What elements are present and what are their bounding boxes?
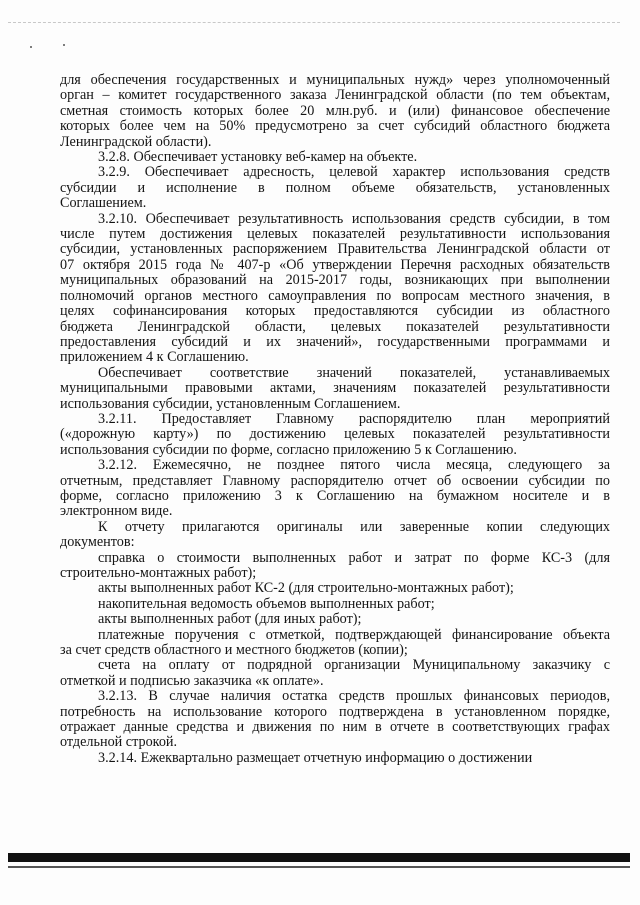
paragraph-line: потребность на использование которого подтверждена в установленном порядке,: [60, 703, 610, 720]
paragraph-line: использования субсидии по форме, согласно приложению 5 к Соглашению.: [60, 441, 517, 458]
paragraph-line: К отчету прилагаются оригиналы или заверенные копии следующих: [98, 518, 610, 535]
paragraph-line: которых более чем на 50% предусмотрено за счет субсидий областного бюджета: [60, 118, 610, 135]
scan-artifact-bottom-line: [8, 866, 630, 868]
paragraph-line: бюджета Ленинградской области, целевых показателей результативности: [60, 318, 610, 335]
paragraph-line: для обеспечения государственных и муниципальных нужд» через уполномоченный: [60, 72, 610, 88]
paragraph-line: использования субсидии, установленным Соглашением.: [60, 395, 401, 412]
paragraph-line: строительно-монтажных работ);: [60, 565, 257, 581]
paragraph-line: 3.2.13. В случае наличия остатка средств прошлых финансовых периодов,: [98, 688, 610, 705]
paragraph-line: Соглашением.: [60, 195, 147, 212]
paragraph-line: 3.2.11. Предоставляет Главному распорядителю план мероприятий: [98, 410, 610, 427]
paragraph-line: Обеспечивает соответствие значений показателей, устанавливаемых: [98, 364, 610, 381]
paragraph-line: орган – комитет государственного заказа Ленинградской области (по тем объектам,: [60, 87, 610, 104]
document-body: [60, 73, 610, 766]
paragraph-line: приложением 4 к Соглашению.: [60, 349, 249, 366]
paragraph-line: отчетным, представляет Главному распорядителю отчет об освоении субсидии по: [60, 472, 610, 489]
paragraph-line: форме, согласно приложению 3 к Соглашению на бумажном носителе и в: [60, 487, 610, 504]
paragraph-line: предоставления субсидий и их значений», государственными программами и: [60, 333, 610, 350]
paragraph-line: 3.2.12. Ежемесячно, не позднее пятого числа месяца, следующего за: [98, 457, 610, 474]
paragraph-line: полномочий органов местного самоуправления по вопросам местного значения, в: [60, 287, 610, 304]
paragraph-line: целях софинансирования которых предоставляются субсидии из областного: [60, 303, 610, 320]
paragraph-line: платежные поручения с отметкой, подтверждающей финансирование объекта: [98, 626, 610, 643]
paragraph-line: отражает данные средства и движения по ним в отчете в соответствующих графах: [60, 719, 610, 736]
paragraph-line: накопительная ведомость объемов выполненных работ;: [98, 595, 435, 612]
scan-speck: [63, 44, 65, 46]
paragraph-line: за счет средств областного и местного бюджетов (копии);: [60, 642, 408, 659]
paragraph-line: субсидии и исполнение в полном объеме обязательств, установленных: [60, 179, 610, 196]
scan-speck: [30, 46, 32, 48]
paragraph-line: справка о стоимости выполненных работ и затрат по форме КС-3 (для: [98, 549, 610, 566]
paragraph-line: числе путем достижения целевых показателей результативности использования: [60, 226, 610, 243]
scan-artifact-top-line: [8, 22, 620, 23]
paragraph-line: 3.2.9. Обеспечивает адресность, целевой характер использования средств: [98, 164, 610, 181]
paragraph-line: 3.2.10. Обеспечивает результативность использования средств субсидии, в том: [98, 210, 610, 227]
scan-artifact-bottom-bar: [8, 853, 630, 862]
paragraph-line: акты выполненных работ (для иных работ);: [98, 611, 362, 628]
paragraph-line: сметная стоимость которых более 20 млн.руб. и (или) финансовое обеспечение: [60, 102, 610, 119]
paragraph-line: документов:: [60, 534, 135, 551]
paragraph-line: («дорожную карту») по достижению целевых показателей результативности: [60, 426, 610, 443]
paragraph-line: 07 октября 2015 года № 407-р «Об утверждении Перечня расходных обязательств: [60, 256, 610, 273]
paragraph-line: Ленинградской области).: [60, 133, 212, 150]
paragraph-line: 3.2.14. Ежеквартально размещает отчетную информацию о достижении: [98, 749, 533, 766]
paragraph-line: субсидии, установленных распоряжением Правительства Ленинградской области от: [60, 241, 610, 258]
paragraph-line: акты выполненных работ КС-2 (для строительно-монтажных работ);: [98, 580, 514, 597]
paragraph-line: отдельной строкой.: [60, 734, 178, 751]
paragraph-line: электронном виде.: [60, 503, 173, 520]
paragraph-line: отметкой и подписью заказчика «к оплате».: [60, 672, 324, 689]
paragraph-line: счета на оплату от подрядной организации Муниципальному заказчику с: [98, 657, 610, 674]
paragraph-line: муниципальными правовыми актами, значениям показателей результативности: [60, 380, 610, 397]
paragraph-line: 3.2.8. Обеспечивает установку веб-камер на объекте.: [98, 149, 418, 166]
paragraph-line: муниципальных образований на 2015-2017 годы, возникающих при выполнении: [60, 272, 610, 289]
